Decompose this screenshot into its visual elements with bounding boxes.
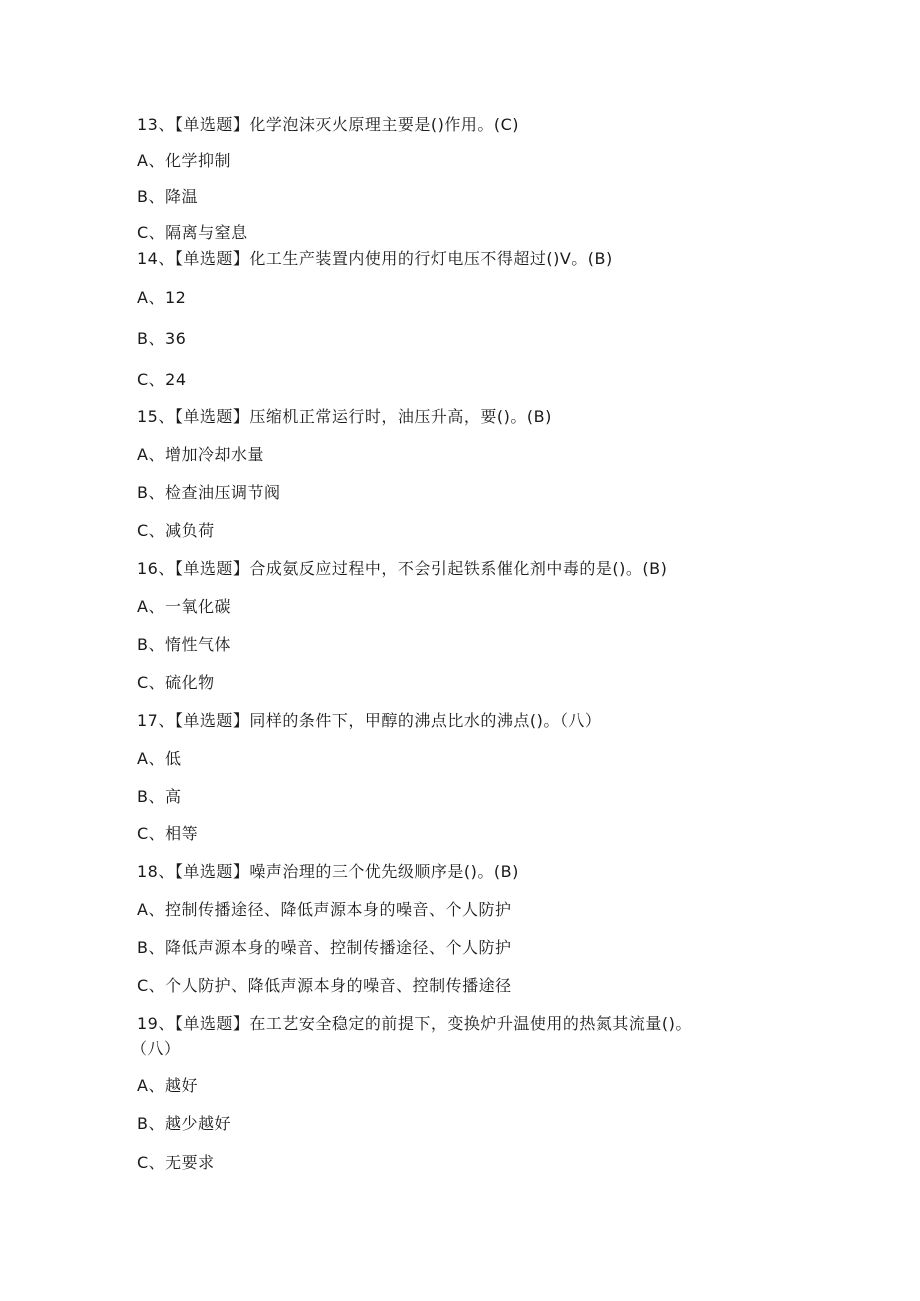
question-18-option-c: C、个人防护、降低声源本身的噪音、控制传播途径 (137, 976, 512, 995)
question-13-option-b: B、降温 (137, 187, 198, 206)
question-17-option-b: B、高 (137, 787, 182, 806)
question-18-option-a: A、控制传播途径、降低声源本身的噪音、个人防护 (137, 900, 512, 919)
question-19-option-a: A、越好 (137, 1076, 198, 1095)
question-16-option-b: B、惰性气体 (137, 635, 231, 654)
question-16-option-c: C、硫化物 (137, 673, 215, 692)
question-16-stem: 16、【单选题】合成氨反应过程中，不会引起铁系催化剂中毒的是()。(B) (137, 559, 668, 578)
question-15-option-c: C、减负荷 (137, 521, 215, 540)
question-13-option-c: C、隔离与窒息 (137, 223, 248, 242)
question-14-option-b: B、36 (137, 329, 187, 348)
question-19-option-b: B、越少越好 (137, 1114, 231, 1133)
question-18-option-b: B、降低声源本身的噪音、控制传播途径、个人防护 (137, 938, 512, 957)
question-14-stem: 14、【单选题】化工生产装置内使用的行灯电压不得超过()V。(B) (137, 249, 613, 268)
question-17-option-a: A、低 (137, 749, 182, 768)
question-16-option-a: A、一氧化碳 (137, 597, 231, 616)
question-14-option-a: A、12 (137, 288, 187, 307)
question-15-option-a: A、增加冷却水量 (137, 445, 264, 464)
question-19-stem: 19、【单选题】在工艺安全稳定的前提下，变换炉升温使用的热氮其流量()。 (137, 1014, 692, 1033)
question-19-stem-continued: （八） (131, 1039, 181, 1058)
question-19-option-c: C、无要求 (137, 1153, 215, 1172)
question-18-stem: 18、【单选题】噪声治理的三个优先级顺序是()。(B) (137, 862, 519, 881)
question-13-stem: 13、【单选题】化学泡沫灭火原理主要是()作用。(C) (137, 115, 520, 134)
question-15-option-b: B、检查油压调节阀 (137, 483, 281, 502)
question-13-option-a: A、化学抑制 (137, 151, 231, 170)
question-14-option-c: C、24 (137, 370, 187, 389)
question-17-option-c: C、相等 (137, 824, 199, 843)
question-17-stem: 17、【单选题】同样的条件下，甲醇的沸点比水的沸点()。（八） (137, 711, 602, 730)
question-15-stem: 15、【单选题】压缩机正常运行时，油压升高，要()。(B) (137, 407, 552, 426)
